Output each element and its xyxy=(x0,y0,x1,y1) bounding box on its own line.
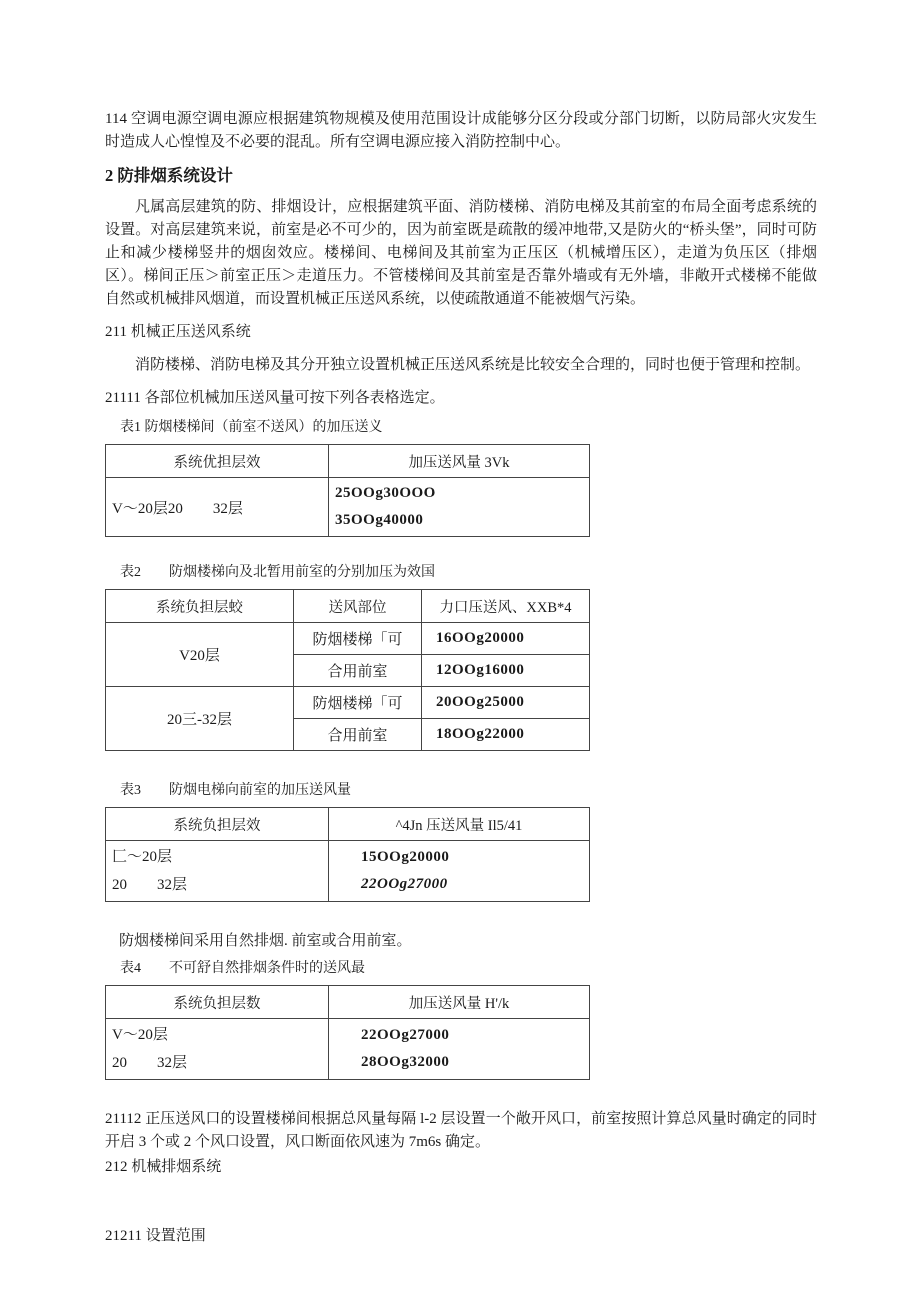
floors-cell: 20三-32层 xyxy=(106,687,294,751)
airflow-value: 35OOg40000 xyxy=(335,512,424,528)
table-row xyxy=(106,1019,590,1080)
paragraph-21111: 21111 各部位机械加压送风量可按下列各表格选定。 xyxy=(105,390,445,406)
table-row xyxy=(106,478,590,537)
table-header-row xyxy=(106,445,590,478)
table-1-caption: 表1 防烟楼梯间（前室不送风）的加压送义 xyxy=(120,420,383,435)
airflow-value: 25OOg30OOO xyxy=(335,485,436,501)
table-3-caption: 表3 防烟电梯向前室的加压送风量 xyxy=(120,783,351,798)
column-header-airflow: ^4Jn 压送风量 Il5/41 xyxy=(329,808,590,841)
heading-smoke-control-design: 2 防排烟系统设计 xyxy=(105,166,233,185)
floors-cell xyxy=(106,841,329,902)
part-cell: 防烟楼梯「可 xyxy=(294,687,422,719)
table-row xyxy=(106,841,590,902)
values-cell xyxy=(329,478,590,537)
floors-cell: V20层 xyxy=(106,623,294,687)
table-1 xyxy=(105,444,590,537)
part-cell: 防烟楼梯「可 xyxy=(294,623,422,655)
table-header-row xyxy=(106,590,590,623)
airflow-value: 22OOg27000 xyxy=(361,876,448,892)
values-cell xyxy=(329,1019,590,1080)
column-header-airflow: 力口压送风、XXB*4 xyxy=(422,590,590,623)
table-3-section xyxy=(105,781,817,902)
airflow-value: 18OOg22000 xyxy=(422,719,590,751)
airflow-value: 15OOg20000 xyxy=(361,849,450,865)
note-natural-smoke: 防烟楼梯间采用自然排烟. 前室或合用前室。 xyxy=(119,933,412,949)
table-header-row xyxy=(106,808,590,841)
airflow-value: 16OOg20000 xyxy=(422,623,590,655)
table-4-section xyxy=(105,959,817,1080)
paragraph-intro: 凡属高层建筑的防、排烟设计，应根据建筑平面、消防楼梯、消防电梯及其前室的布局全面考虑系统的设置。对高层建筑来说，前室是必不可少的，因为前室既是疏散的缓冲地带,又是防火的“桥头堡”，同时可防止和减少楼梯竖井的烟囱效应。楼梯间、电梯间及其前室为正压区（机械增压区），走道为负压区（排烟区）。梯间正压＞前室正压＞走道压力。不管楼梯间及其前室是否靠外墙或有无外墙，非敞开式楼梯不能做自然或机械排风烟道，而设置机械正压送风系统，以使疏散通道不能被烟气污染。 xyxy=(105,199,817,307)
values-cell xyxy=(329,841,590,902)
table-2 xyxy=(105,589,590,751)
table-2-section xyxy=(105,563,817,751)
heading-212: 212 机械排烟系统 xyxy=(105,1159,222,1175)
airflow-value: 12OOg16000 xyxy=(422,655,590,687)
paragraph-114: 114 空调电源空调电源应根据建筑物规模及使用范围设计成能够分区分段或分部门切断，以防局部火灾发生时造成人心惶惶及不必要的混乱。所有空调电源应接入消防控制中心。 xyxy=(105,111,817,150)
column-header-airflow: 加压送风量 3Vk xyxy=(329,445,590,478)
table-3 xyxy=(105,807,590,902)
airflow-value: 20OOg25000 xyxy=(422,687,590,719)
table-header-row xyxy=(106,986,590,1019)
column-header-floors: 系统负担层数 xyxy=(106,986,329,1019)
airflow-value: 22OOg27000 xyxy=(361,1027,450,1043)
airflow-value: 28OOg32000 xyxy=(361,1054,450,1070)
floors-value: 20 32层 xyxy=(112,877,188,893)
column-header-floors: 系统负担层蛟 xyxy=(106,590,294,623)
floors-cell: V～20层20 32层 xyxy=(106,478,329,537)
column-header-part: 送风部位 xyxy=(294,590,422,623)
column-header-floors: 系统优担层效 xyxy=(106,445,329,478)
floors-value: 20 32层 xyxy=(112,1055,188,1071)
heading-211: 211 机械正压送风系统 xyxy=(105,324,251,340)
paragraph-21112: 21112 正压送风口的设置楼梯间根据总风量每隔 l-2 层设置一个敞开风口，前室按照计算总风量时确定的同时开启 3 个或 2 个风口设置，风口断面依风速为 7m6s 确定。 xyxy=(105,1111,817,1150)
column-header-airflow: 加压送风量 H'/k xyxy=(329,986,590,1019)
table-row xyxy=(106,623,590,655)
floors-cell xyxy=(106,1019,329,1080)
table-4-caption: 表4 不可舒自然排烟条件时的送风最 xyxy=(120,961,365,976)
column-header-floors: 系统负担层效 xyxy=(106,808,329,841)
part-cell: 合用前室 xyxy=(294,655,422,687)
paragraph-211: 消防楼梯、消防电梯及其分开独立设置机械正压送风系统是比较安全合理的，同时也便于管理和控制。 xyxy=(135,357,811,373)
table-4 xyxy=(105,985,590,1080)
floors-value: 匚～20层 xyxy=(112,849,173,865)
part-cell: 合用前室 xyxy=(294,719,422,751)
table-1-section xyxy=(105,418,817,537)
table-2-caption: 表2 防烟楼梯向及北暂用前室的分别加压为效国 xyxy=(120,565,435,580)
floors-value: V～20层 xyxy=(112,1027,168,1043)
table-row xyxy=(106,687,590,719)
heading-21211: 21211 设置范围 xyxy=(105,1228,206,1244)
